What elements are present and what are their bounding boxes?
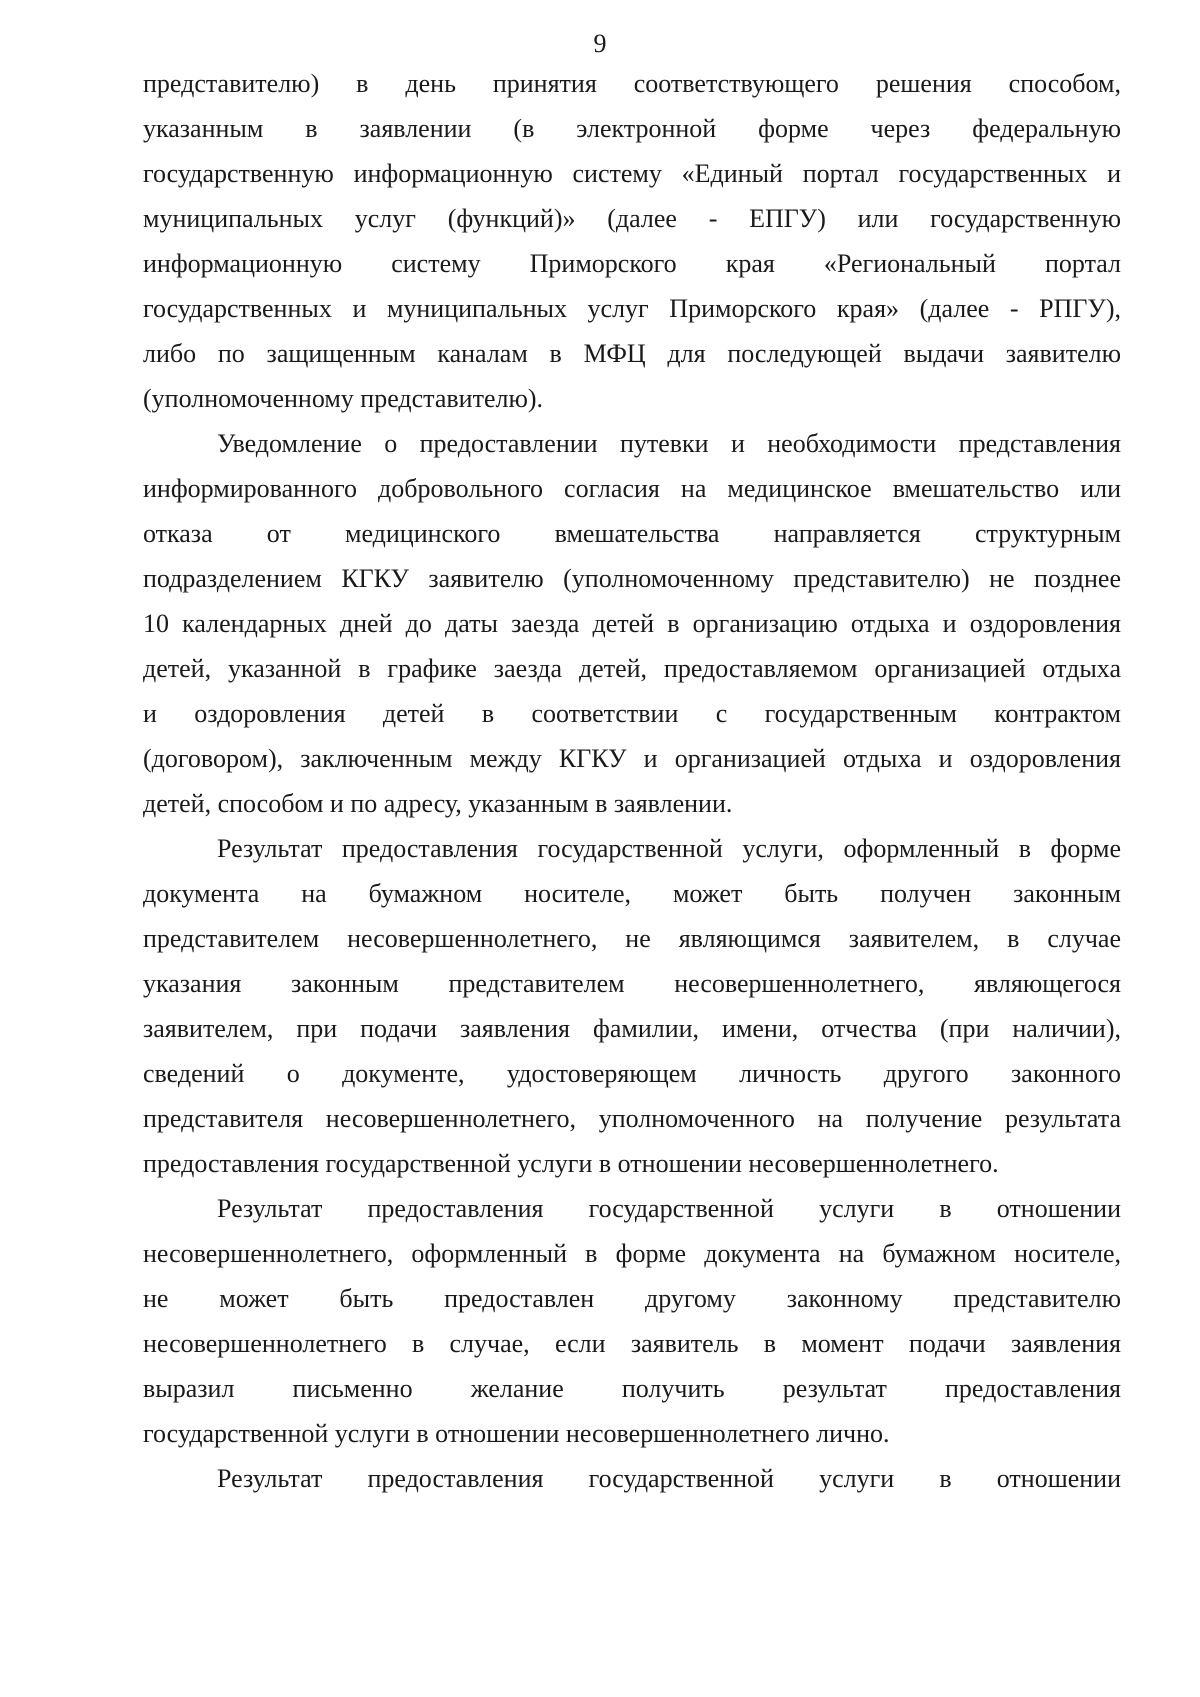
text-line: либо по защищенным каналам в МФЦ для последующей выдачи заявителю — [143, 339, 1121, 368]
text-line: указанным в заявлении (в электронной форме через федеральную — [143, 114, 1121, 143]
text-line: подразделением КГКУ заявителю (уполномоченному представителю) не позднее — [143, 564, 1121, 593]
text-line: сведений о документе, удостоверяющем личность другого законного — [143, 1059, 1121, 1088]
text-line: государственную информационную систему «Единый портал государственных и — [143, 159, 1121, 188]
text-line: указания законным представителем несовершеннолетнего, являющегося — [143, 969, 1121, 998]
text-line: несовершеннолетнего в случае, если заявитель в момент подачи заявления — [143, 1329, 1121, 1358]
text-line: 10 календарных дней до даты заезда детей в организацию отдыха и оздоровления — [143, 609, 1121, 638]
paragraph-first-line: Уведомление о предоставлении путевки и необходимости представления — [217, 429, 1121, 458]
paragraph-first-line: Результат предоставления государственной услуги, оформленный в форме — [217, 834, 1121, 863]
text-line: государственной услуги в отношении несовершеннолетнего лично. — [143, 1419, 890, 1448]
text-line: отказа от медицинского вмешательства направляется структурным — [143, 519, 1121, 548]
text-line: заявителем, при подачи заявления фамилии, имени, отчества (при наличии), — [143, 1014, 1121, 1043]
text-line: государственных и муниципальных услуг Приморского края» (далее - РПГУ), — [143, 294, 1121, 323]
text-line: несовершеннолетнего, оформленный в форме документа на бумажном носителе, — [143, 1239, 1121, 1268]
paragraph-first-line: Результат предоставления государственной услуги в отношении — [217, 1464, 1121, 1493]
text-line: и оздоровления детей в соответствии с государственным контрактом — [143, 699, 1121, 728]
text-line: документа на бумажном носителе, может быть получен законным — [143, 879, 1121, 908]
text-line: представителя несовершеннолетнего, уполномоченного на получение результата — [143, 1104, 1121, 1133]
text-line: (уполномоченному представителю). — [143, 384, 544, 413]
text-line: информационную систему Приморского края «Региональный портал — [143, 249, 1121, 278]
page-number: 9 — [593, 29, 607, 58]
text-line: представителем несовершеннолетнего, не являющимся заявителем, в случае — [143, 924, 1121, 953]
text-line: детей, указанной в графике заезда детей, предоставляемом организацией отдыха — [143, 654, 1121, 683]
text-line: представителю) в день принятия соответствующего решения способом, — [143, 69, 1121, 98]
text-line: (договором), заключенным между КГКУ и организацией отдыха и оздоровления — [143, 744, 1121, 773]
text-line: информированного добровольного согласия на медицинское вмешательство или — [143, 474, 1121, 503]
paragraph-first-line: Результат предоставления государственной услуги в отношении — [217, 1194, 1121, 1223]
text-line: детей, способом и по адресу, указанным в заявлении. — [143, 789, 733, 818]
text-line: муниципальных услуг (функций)» (далее - ЕПГУ) или государственную — [143, 204, 1121, 233]
text-line: предоставления государственной услуги в отношении несовершеннолетнего. — [143, 1149, 999, 1178]
text-line: выразил письменно желание получить результат предоставления — [143, 1374, 1121, 1403]
text-line: не может быть предоставлен другому законному представителю — [143, 1284, 1121, 1313]
